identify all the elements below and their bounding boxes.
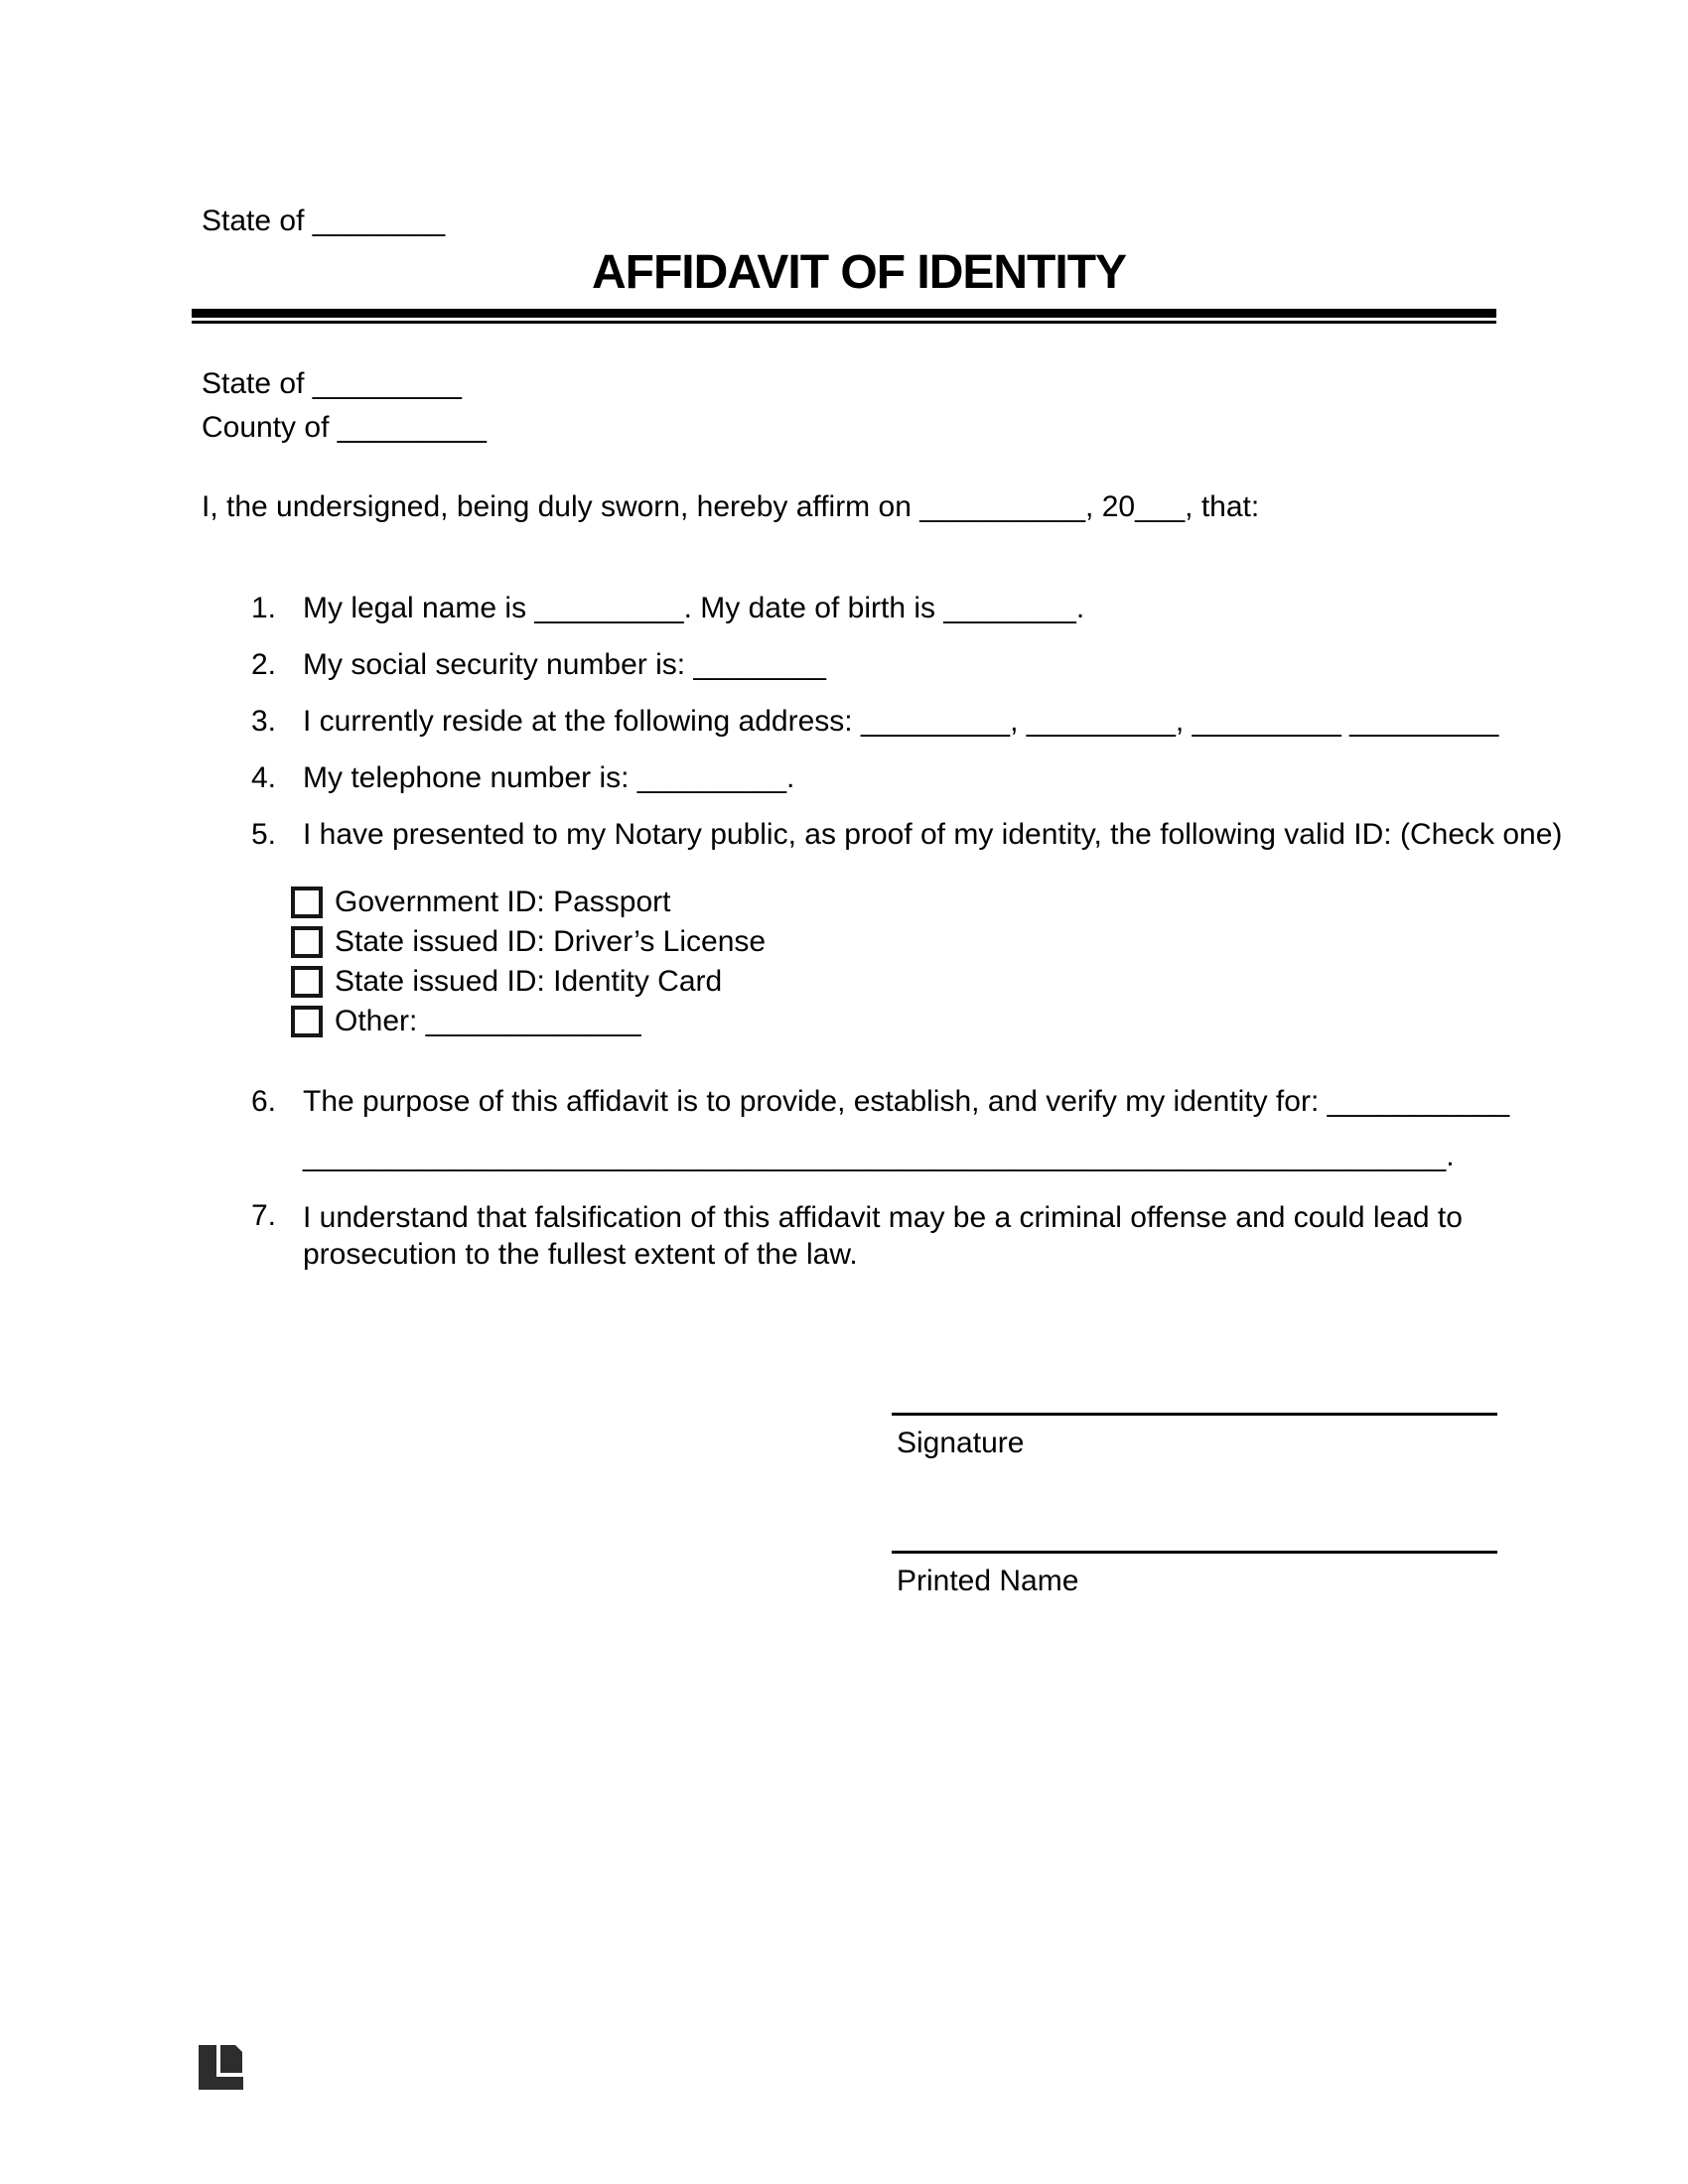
item-7-text-line-1: I understand that falsification of this affidavit may be a criminal offense and could lead to [303, 1201, 1463, 1234]
venue-state-line: State of _________ [202, 367, 462, 400]
id-option-row-passport [291, 887, 670, 918]
id-option-label-drivers-license: State issued ID: Driver’s License [335, 925, 767, 958]
affidavit-item-6 [251, 1085, 1509, 1119]
affidavit-item-4 [251, 761, 794, 795]
signature-line [892, 1413, 1497, 1416]
affidavit-item-1 [251, 592, 1084, 625]
legal-templates-logo-mark-icon [199, 2045, 243, 2090]
checkbox-other[interactable] [291, 1006, 323, 1037]
checkbox-government-id-passport[interactable] [291, 887, 323, 918]
item-6-text: The purpose of this affidavit is to provide, establish, and verify my identity for: ___________ [303, 1085, 1510, 1118]
item-1-text: My legal name is _________. My date of birth is ________. [303, 592, 1085, 624]
item-2-text: My social security number is: ________ [303, 648, 826, 681]
item-7-number: 7. [251, 1199, 277, 1232]
item-2-number: 2. [251, 648, 277, 681]
affidavit-item-2 [251, 648, 826, 682]
item-4-number: 4. [251, 761, 277, 794]
id-option-row-drivers-license [291, 926, 766, 958]
item-7-text [303, 1199, 1463, 1273]
item-3-text: I currently reside at the following address: _________, _________, _________ _________ [303, 705, 1499, 738]
id-option-label-other: Other: _____________ [335, 1005, 641, 1037]
id-option-label-passport: Government ID: Passport [335, 886, 671, 918]
item-6-number: 6. [251, 1085, 277, 1118]
item-4-text: My telephone number is: _________. [303, 761, 795, 794]
printed-name-label: Printed Name [897, 1565, 1079, 1597]
logo-page-shape [220, 2045, 242, 2073]
title-divider-thick [192, 309, 1496, 318]
affidavit-item-7 [251, 1199, 1463, 1273]
item-3-number: 3. [251, 705, 277, 738]
id-option-label-identity-card: State issued ID: Identity Card [335, 965, 723, 998]
checkbox-drivers-license[interactable] [291, 926, 323, 958]
venue-county-line: County of _________ [202, 411, 487, 444]
id-option-row-other [291, 1006, 641, 1037]
document-title: AFFIDAVIT OF IDENTITY [591, 246, 1127, 299]
title-divider-thin [192, 321, 1496, 324]
header-state-line: State of ________ [202, 205, 446, 237]
item-7-text-line-2: prosecution to the fullest extent of the law. [303, 1238, 858, 1271]
item-5-text: I have presented to my Notary public, as proof of my identity, the following valid ID: (Check one) [303, 818, 1563, 851]
printed-name-line [892, 1551, 1497, 1554]
venue-block [202, 362, 487, 450]
item-5-number: 5. [251, 818, 277, 851]
item-6-continuation-blank-line: _____________________________________________________________________. [303, 1140, 1455, 1172]
signature-label: Signature [897, 1427, 1025, 1459]
affidavit-item-3 [251, 705, 1498, 739]
item-1-number: 1. [251, 592, 277, 624]
oath-line: I, the undersigned, being duly sworn, hereby affirm on __________, 20___, that: [202, 490, 1260, 523]
id-option-row-identity-card [291, 966, 722, 998]
affidavit-item-5 [251, 818, 1562, 852]
checkbox-identity-card[interactable] [291, 966, 323, 998]
